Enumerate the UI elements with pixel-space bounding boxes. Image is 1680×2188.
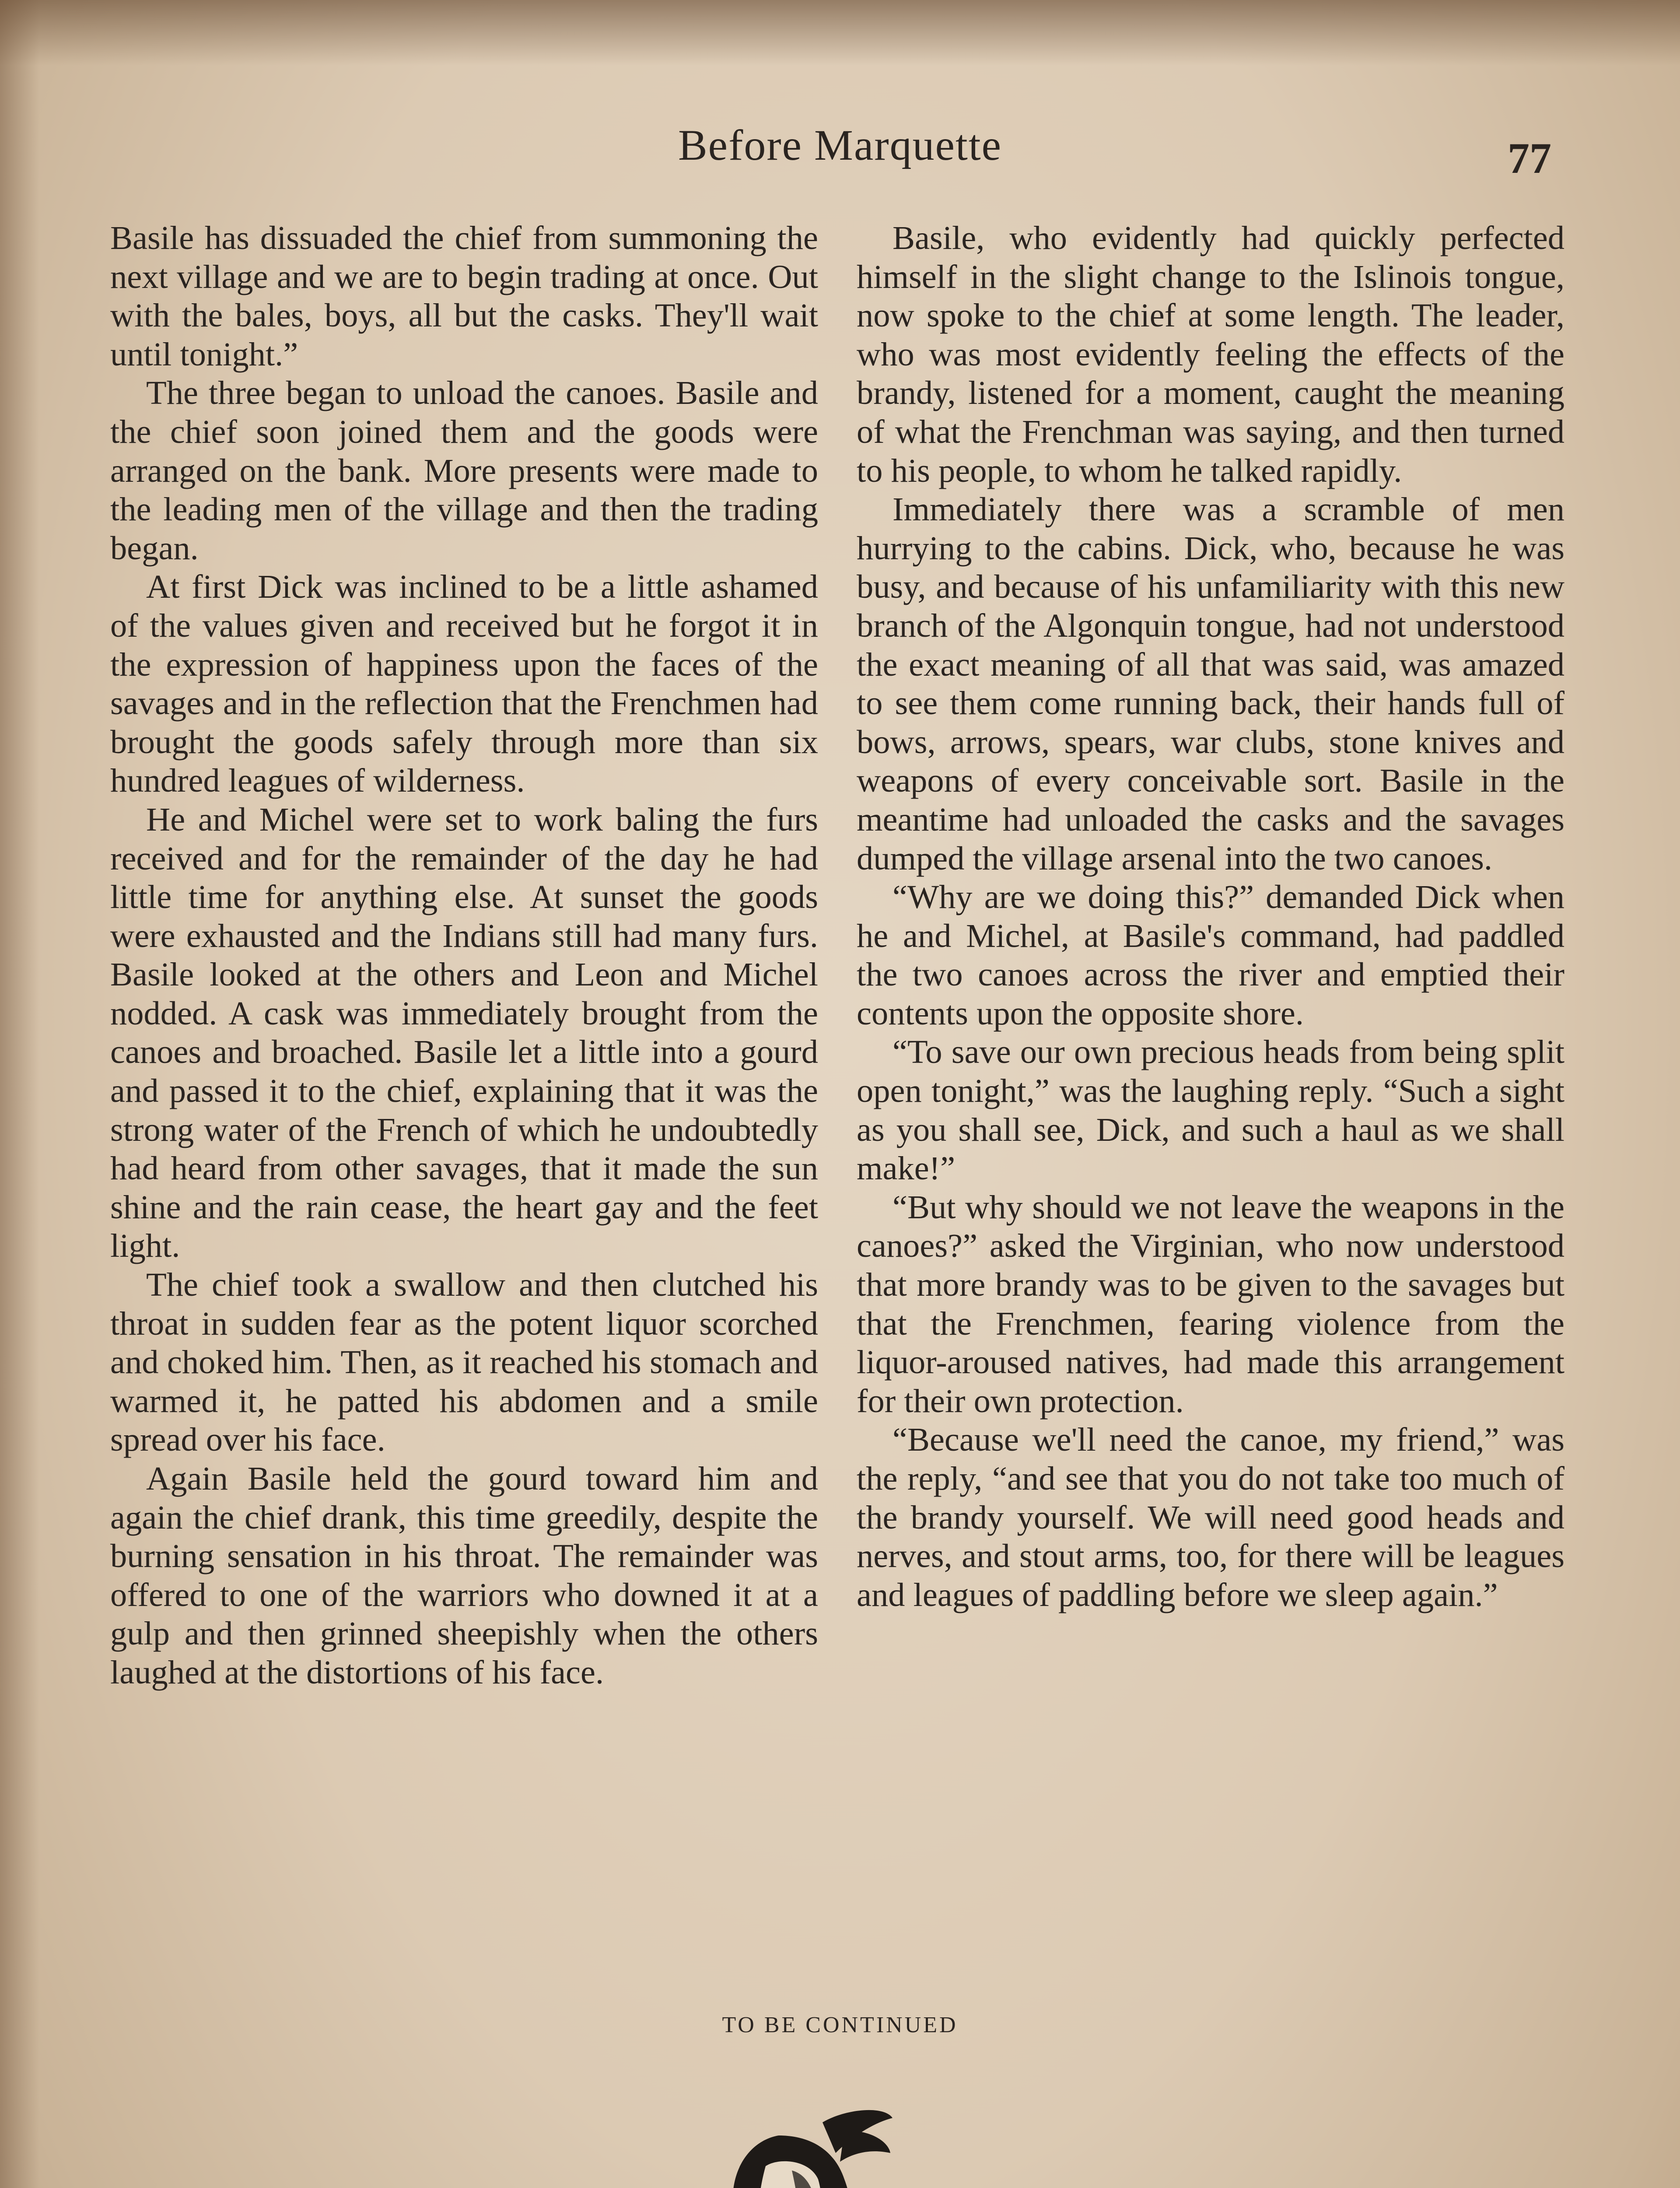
paragraph: “Because we'll need the canoe, my friend,” was the reply, “and see that you do not take too much of the brandy yourself. We will need good heads and nerves, and stout arms, too, for there will be leagues and leagues of paddling before we sleep again.” <box>857 1421 1564 1613</box>
paragraph: He and Michel were set to work baling the furs received and for the remainder of the day he had little time for anything else. At sunset the goods were exhausted and the Indians still had many furs. Basile looked at the others and Leon and Michel nodded. A cask was immediately brought from the canoes and broached. Basile let a little into a gourd and passed it to the chief, explaining that it was the strong water of the French of which he undoubtedly had heard from other savages, that it made the sun shine and the rain cease, the heart gay and the feet light. <box>110 800 818 1265</box>
left-column <box>110 219 818 1692</box>
page-number: 77 <box>1508 134 1551 182</box>
paragraph: “Why are we doing this?” demanded Dick when he and Michel, at Basile's command, had paddled the two canoes across the river and emptied their contents upon the opposite shore. <box>857 878 1564 1032</box>
paragraph: The chief took a swallow and then clutched his throat in sudden fear as the potent liquor scorched and choked him. Then, as it reached his stomach and warmed it, he patted his abdomen and a smile spread over his face. <box>110 1266 818 1459</box>
paragraph: At first Dick was inclined to be a little ashamed of the values given and received but he forgot it in the expression of happiness upon the faces of the savages and in the reflection that the Frenchmen had brought the goods safely through more than six hundred leagues of wilderness. <box>110 568 818 799</box>
paragraph: Again Basile held the gourd toward him and again the chief drank, this time greedily, despite the burning sensation in his throat. The remainder was offered to one of the warriors who downed it at a gulp and then grinned sheepishly when the others laughed at the distortions of his face. <box>110 1460 818 1691</box>
page-left-shadow <box>0 0 39 2188</box>
paragraph: “To save our own precious heads from being split open tonight,” was the laughing reply. “Such a sight as you shall see, Dick, and such a haul as we shall make!” <box>857 1033 1564 1187</box>
paragraph: Basile, who evidently had quickly perfected himself in the slight change to the Islinois tongue, now spoke to the chief at some length. The leader, who was most evidently feeling the effects of the brandy, listened for a moment, caught the meaning of what the Frenchman was saying, and then turned to his people, to whom he talked rapidly. <box>857 219 1564 489</box>
paragraph: Immediately there was a scramble of men hurrying to the cabins. Dick, who, because he was busy, and because of his unfamiliarity with this new branch of the Algonquin tongue, had not understood the exact meaning of all that was said, was amazed to see them come running back, their hands full of bows, arrows, spears, war clubs, stone knives and weapons of every conceivable sort. Basile in the meantime had unloaded the casks and the savages dumped the village arsenal into the two canoes. <box>857 491 1564 877</box>
right-column <box>857 219 1564 1614</box>
running-title: Before Marquette <box>678 121 1002 169</box>
paragraph: The three began to unload the canoes. Basile and the chief soon joined them and the goods were arranged on the bank. More presents were made to the leading men of the village and then the trading began. <box>110 374 818 567</box>
paragraph: “But why should we not leave the weapons in the canoes?” asked the Virginian, who now understood that more brandy was to be given to the savages but that the Frenchmen, fearing violence from the liquor-aroused natives, had made this arrangement for their own protection. <box>857 1188 1564 1420</box>
paragraph: Basile has dissuaded the chief from summoning the next village and we are to begin trading at once. Out with the bales, boys, all but the casks. They'll wait until tonight.” <box>110 219 818 373</box>
native-head-with-feathers-icon <box>713 2105 897 2188</box>
page-top-shadow <box>0 0 1680 66</box>
to-be-continued-label: TO BE CONTINUED <box>722 2013 958 2037</box>
